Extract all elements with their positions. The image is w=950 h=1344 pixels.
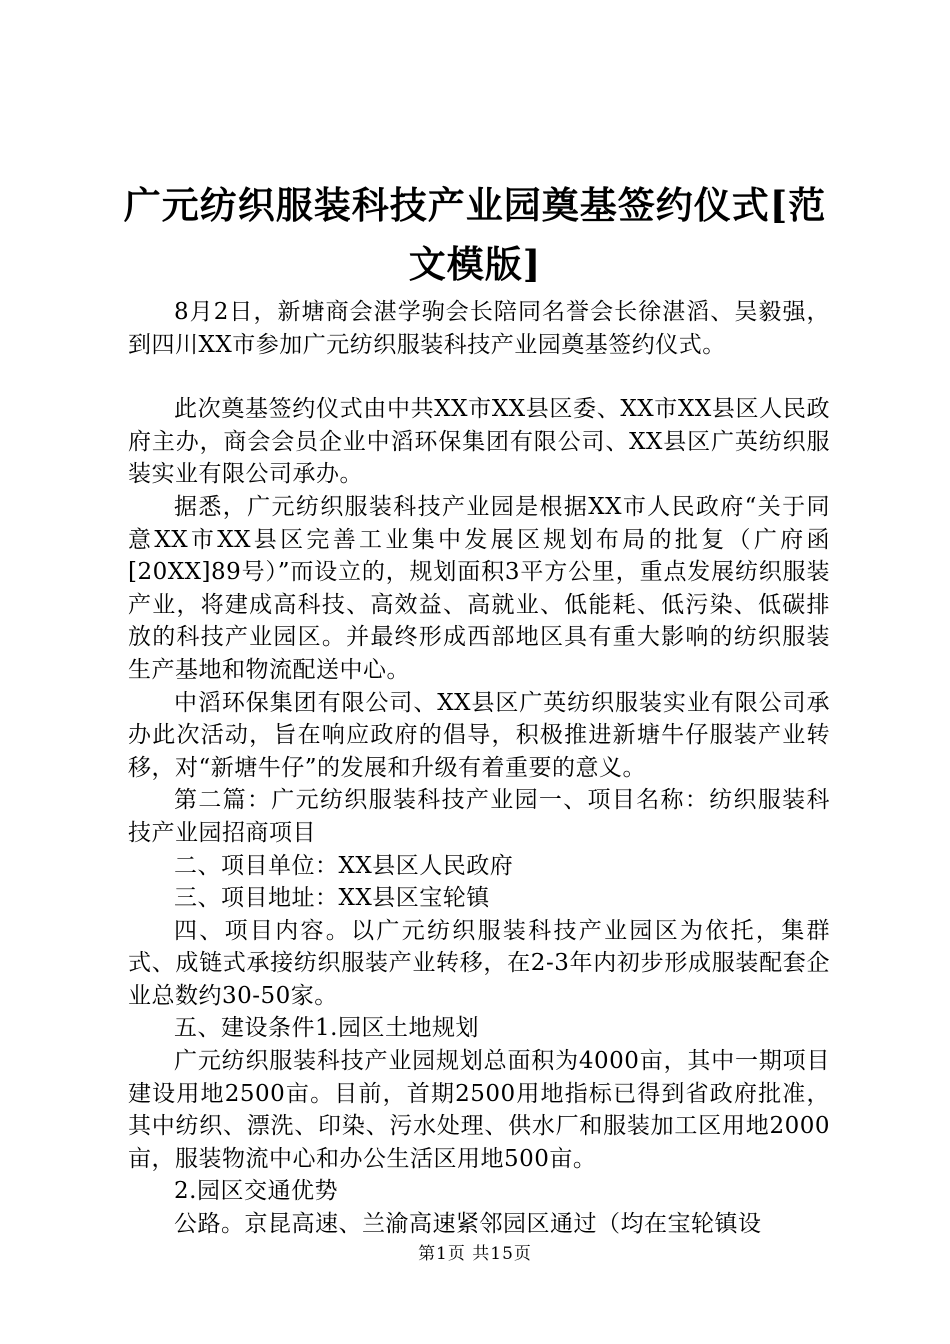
section-heading: 第二篇：广元纺织服装科技产业园一、项目名称：纺织服装科技产业园招商项目 bbox=[128, 787, 830, 846]
document-body bbox=[128, 296, 830, 1241]
paragraph: 广元纺织服装科技产业园规划总面积为4000亩，其中一期项目建设用地2500亩。目前，首期2500用地指标已得到省政府批准，其中纺织、漂洗、印染、污水处理、供水厂和服装加工区用地2000亩，服装物流中心和办公生活区用地500亩。 bbox=[128, 1048, 830, 1172]
paragraph: 中滔环保集团有限公司、XX县区广英纺织服装实业有限公司承办此次活动，旨在响应政府的倡导，积极推进新塘牛仔服装产业转移，对“新塘牛仔”的发展和升级有着重要的意义。 bbox=[128, 689, 830, 781]
paragraph: 公路。京昆高速、兰渝高速紧邻园区通过（均在宝轮镇设 bbox=[174, 1211, 762, 1238]
paragraph: 二、项目单位：XX县区人民政府 bbox=[174, 852, 514, 879]
page-footer: 第1页 共15页 bbox=[418, 1244, 532, 1264]
paragraph: 此次奠基签约仪式由中共XX市XX县区委、XX市XX县区人民政府主办，商会会员企业中滔环保集团有限公司、XX县区广英纺织服装实业有限公司承办。 bbox=[128, 396, 830, 488]
paragraph: 五、建设条件1.园区土地规划 bbox=[174, 1015, 479, 1042]
paragraph: 三、项目地址：XX县区宝轮镇 bbox=[174, 885, 490, 912]
paragraph: 四、项目内容。以广元纺织服装科技产业园区为依托，集群式、成链式承接纺织服装产业转移，在2-3年内初步形成服装配套企业总数约30-50家。 bbox=[128, 917, 830, 1009]
paragraph: 据悉，广元纺织服装科技产业园是根据XX市人民政府“关于同意XX市XX县区完善工业集中发展区规划布局的批复（广府函[20XX]89号）”而设立的，规划面积3平方公里，重点发展纺织服装产业，将建成高科技、高效益、高就业、低能耗、低污染、低碳排放的科技产业园区。并最终形成西部地区具有重大影响的纺织服装生产基地和物流配送中心。 bbox=[128, 493, 830, 683]
paragraph: 2.园区交通优势 bbox=[174, 1178, 338, 1205]
paragraph: 8月2日，新塘商会湛学驹会长陪同名誉会长徐湛滔、吴毅强，到四川XX市参加广元纺织服装科技产业园奠基签约仪式。 bbox=[128, 299, 830, 358]
document-title: 广元纺织服装科技产业园奠基签约仪式[范文模版] bbox=[123, 183, 827, 286]
